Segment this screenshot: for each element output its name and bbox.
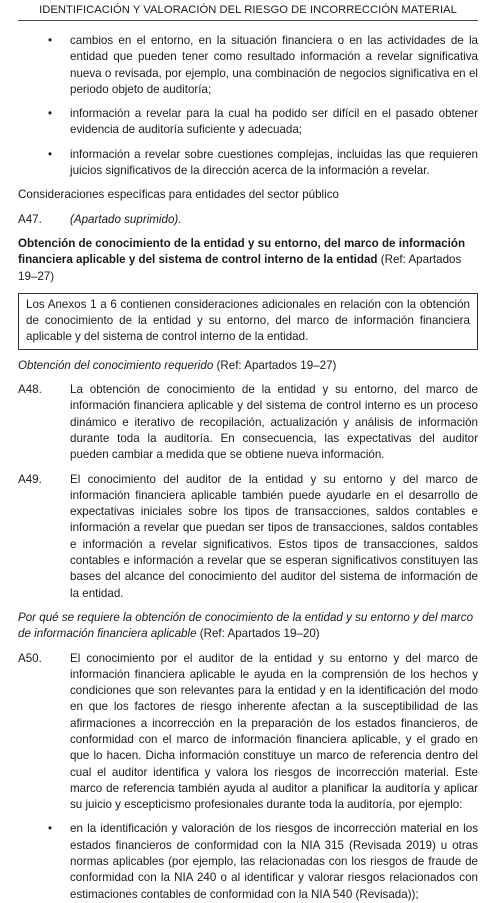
document-body <box>18 33 478 903</box>
bullet-list-top <box>18 33 478 179</box>
section-heading <box>18 236 478 285</box>
annex-box <box>18 293 478 350</box>
paragraph-a47 <box>18 212 478 228</box>
paragraph-a49 <box>18 472 478 602</box>
paragraph-number: A49. <box>18 472 42 486</box>
section-heading-ref: (Ref: Apartados 19–27) <box>18 253 462 283</box>
paragraph-a50 <box>18 651 478 814</box>
bullet-text: en la identificación y valoración de los riesgos de incorrección material en los estados financieros de conformidad con la NIA 315 (Revisada 2019) u otras normas aplicables (por ejemplo, las relacionadas con los riesgos de fraude de conformidad con la NIA 240 o al identificar y valorar riesgos relacionados con estimaciones contables de conformidad con la NIA 540 (Revisada)); <box>70 822 478 901</box>
why-heading-ref: (Ref: Apartados 19–20) <box>196 627 320 641</box>
paragraph-text: (Apartado suprimido). <box>70 212 182 226</box>
header-rule <box>18 20 478 21</box>
paragraph-number: A47. <box>18 212 42 226</box>
obtaining-heading <box>18 358 478 374</box>
section-heading-title: Obtención de conocimiento de la entidad y su entorno, del marco de información financiera aplicable y del sistema de control interno de la entidad <box>18 236 466 267</box>
list-item <box>18 147 478 180</box>
page-header: IDENTIFICACIÓN Y VALORACIÓN DEL RIESGO DE INCORRECCIÓN MATERIAL <box>39 4 457 16</box>
bullet-icon: • <box>48 107 53 121</box>
bullet-icon: • <box>48 822 53 836</box>
annex-box-text: Los Anexos 1 a 6 contienen consideraciones adicionales en relación con la obtención de conocimiento de la entidad y su entorno, del marco de información financiera aplicable y del sistema de control interno de la entidad. <box>26 297 470 344</box>
bullet-text: información a revelar para la cual ha podido ser difícil en el pasado obtener evidencia de auditoría suficiente y adecuada; <box>70 107 478 137</box>
paragraph-text: El conocimiento por el auditor de la entidad y su entorno y del marco de información financiera aplicable le ayuda en la comprensión de los hechos y condiciones que son relevantes para la entidad y en la identificación del modo en que los factores de riesgo inherente afectan a la susceptibilidad de las afirmaciones a incorrección en la preparación de los estados financieros, de conformidad con el marco de información financiera aplicable, y el grado en que lo hacen. Dicha información constituye un marco de referencia dentro del cual el auditor identifica y valora los riesgos de incorrección material. Este marco de referencia también ayuda al auditor a planificar la auditoría y aplicar su juicio y escepticismo profesionales durante toda la auditoría, por ejemplo: <box>70 651 478 812</box>
bullet-icon: • <box>48 34 53 47</box>
obtaining-heading-ref: (Ref: Apartados 19–27) <box>213 358 337 372</box>
paragraph-a48 <box>18 382 478 463</box>
paragraph-number: A48. <box>18 383 42 397</box>
bullet-icon: • <box>48 147 53 161</box>
list-item <box>18 106 478 139</box>
paragraph-number: A50. <box>18 651 42 665</box>
obtaining-heading-title: Obtención del conocimiento requerido <box>18 358 214 372</box>
public-sector-heading: Consideraciones específicas para entidades del sector público <box>18 188 339 202</box>
bullet-text: cambios en el entorno, en la situación financiera o en las actividades de la entidad que pueden tener como resultado información a revelar significativa nueva o revisada, por ejemplo, una combinación de negocios significativa en el periodo objeto de auditoría; <box>70 34 478 96</box>
paragraph-text: El conocimiento del auditor de la entidad y su entorno y del marco de información financiera aplicable también puede ayudarle en el desarrollo de expectativas iniciales sobre los tipos de transacciones, saldos contables e información a revelar que puedan ser tipos de transacciones, saldos contables e información a revelar significativos. Estos tipos de transacciones, saldos contables e información a revelar que se esperan significativos constituyen las bases del alcance del conocimiento del auditor del sistema de información de la entidad. <box>70 472 478 600</box>
bullet-text: información a revelar sobre cuestiones complejas, incluidas las que requieren juicios significativos de la dirección acerca de la información a revelar. <box>70 147 478 178</box>
why-heading-title: Por qué se requiere la obtención de conocimiento de la entidad y su entorno y del marco de información financiera aplicable <box>18 610 474 641</box>
list-item <box>18 821 478 902</box>
why-heading <box>18 610 478 643</box>
list-item <box>18 33 478 98</box>
paragraph-text: La obtención de conocimiento de la entidad y su entorno, del marco de información financiera aplicable y del sistema de control interno es un proceso dinámico e iterativo de recopilación, actualización y análisis de información durante toda la auditoría. En consecuencia, las expectativas del auditor pueden cambiar a medida que se obtiene nueva información. <box>70 383 478 462</box>
